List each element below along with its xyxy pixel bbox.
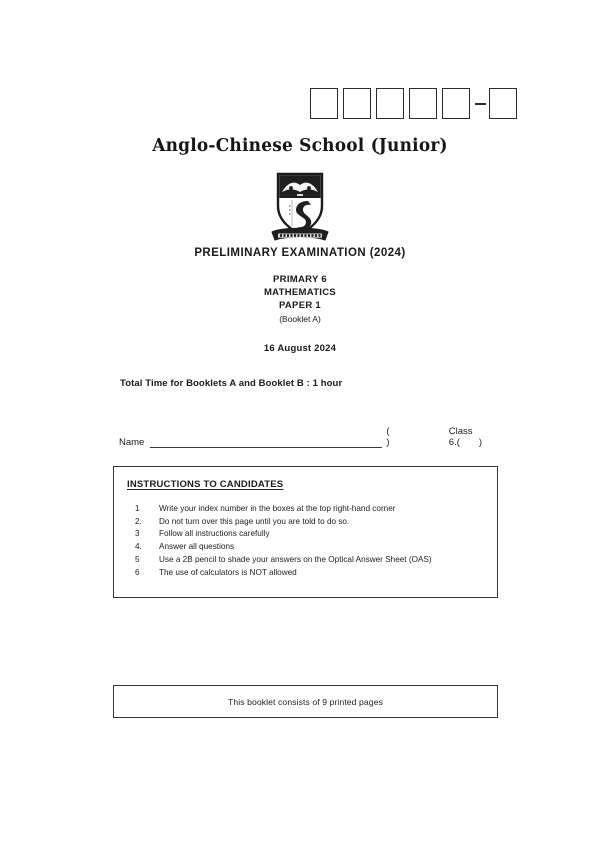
exam-paper: PAPER 1 [278,300,322,311]
instruction-number: 3 [135,529,140,539]
index-number-boxes[interactable] [310,88,522,119]
instruction-text: The use of calculators is NOT allowed [159,567,297,577]
instruction-text: Use a 2B pencil to shade your answers on the Optical Answer Sheet (OAS) [159,554,432,564]
instruction-item [127,554,489,567]
booklet-pages-text: This booklet consists of 9 printed pages [228,696,383,707]
instruction-number: 1 [135,504,140,513]
index-number-separator-dash [475,103,486,105]
booklet-pages-box [113,685,498,718]
instruction-text: Follow all instructions carefully [159,529,270,539]
exam-subject: MATHEMATICS [263,287,337,298]
index-number-cell-5[interactable] [442,88,470,119]
instructions-list [127,503,489,579]
instruction-number: 4. [135,542,142,552]
class-label: Class 6.( [448,426,473,448]
instructions-heading: INSTRUCTIONS TO CANDIDATES [127,479,284,490]
index-number-cell-6[interactable] [489,88,517,119]
index-number-cell-1[interactable] [310,88,338,119]
instructions-box [113,466,498,598]
index-number-cell-2[interactable] [343,88,371,119]
index-paren[interactable]: ( ) [386,426,397,448]
school-crest-icon [264,166,336,244]
class-paren-close[interactable]: ) [478,437,489,448]
instruction-text: Write your index number in the boxes at the top right-hand corner [159,504,396,513]
exam-title: PRELIMINARY EXAMINATION (2024) [194,247,406,259]
instruction-number: 2. [135,516,142,526]
school-name: Anglo-Chinese School (Junior) [152,135,448,157]
instruction-item [127,503,489,516]
instruction-text: Do not turn over this page until you are told to do so. [159,516,350,526]
name-class-row [119,426,489,448]
name-input-rule[interactable] [150,436,382,448]
index-number-cell-3[interactable] [376,88,404,119]
exam-level: PRIMARY 6 [273,274,327,285]
name-label: Name [119,437,145,448]
exam-date: 16 August 2024 [263,343,337,354]
instruction-item [127,528,489,541]
instruction-number: 5 [135,554,140,564]
exam-booklet: (Booklet A) [279,314,321,324]
instruction-text: Answer all questions [159,542,235,552]
index-number-cell-4[interactable] [409,88,437,119]
instruction-item [127,567,489,580]
total-time-text: Total Time for Booklets A and Booklet B : 1 hour [120,378,343,389]
instruction-number: 6 [135,567,140,577]
instruction-item [127,516,489,529]
instruction-item [127,541,489,554]
